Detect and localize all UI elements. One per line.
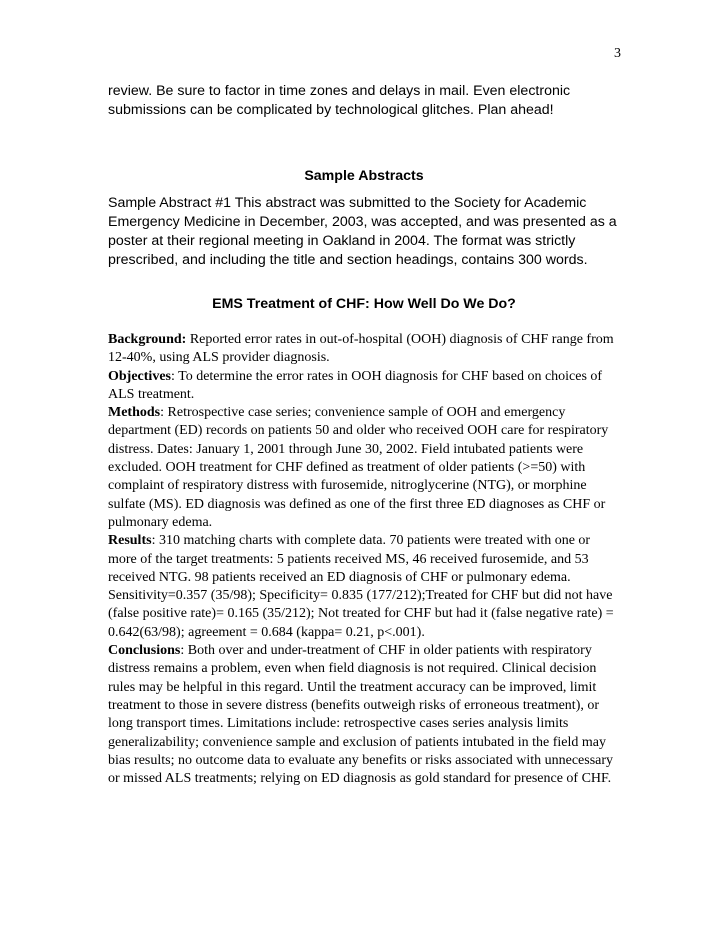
abstract-background: [108, 331, 618, 368]
page-number: 3: [614, 46, 621, 61]
background-label: Background:: [108, 332, 187, 347]
sample-abstract-intro: Sample Abstract #1 This abstract was submitted to the Society for Academic Emergency Medicine in December, 2003, was accepted, and was presented as a poster at their regional meeting in Oakland in 2004. The format was strictly prescribed, and including the title and section headings, contains 300 words.: [108, 195, 617, 268]
methods-label: Methods: [108, 405, 161, 421]
results-label: Results: [108, 533, 152, 549]
objectives-label: Objectives: [108, 368, 171, 384]
section-heading: Sample Abstracts: [304, 168, 424, 184]
abstract-methods: [108, 404, 618, 532]
abstract-title: EMS Treatment of CHF: How Well Do We Do?: [212, 296, 516, 312]
methods-text: : Retrospective case series; convenience sample of OOH and emergency department (ED) records on patients 50 and older who received OOH care for respiratory distress. Dates: January 1, 2001 through June 30, 2002. Field intubated patients were excluded. OOH treatment for CHF defined as treatment of older patients (>=50) with complaint of respiratory distress with furosemide, nitroglycerine (NTG), or morphine sulfate (MS). ED diagnosis was defined as one of the first three ED diagnoses as CHF or pulmonary edema.: [108, 405, 609, 530]
conclusions-label: Conclusions: [108, 643, 181, 659]
abstract-objectives: [108, 368, 618, 405]
objectives-text: : To determine the error rates in OOH diagnosis for CHF based on choices of ALS treatment.: [108, 368, 603, 402]
abstract-body: [108, 331, 618, 788]
intro-paragraph: review. Be sure to factor in time zones and delays in mail. Even electronic submissions can be complicated by technological glitches. Plan ahead!: [108, 83, 571, 118]
background-text: Reported error rates in out-of-hospital (OOH) diagnosis of CHF range from 12-40%, using ALS provider diagnosis.: [108, 332, 614, 366]
conclusions-text: : Both over and under-treatment of CHF in older patients with respiratory distress remains a problem, even when field diagnosis is not required. Clinical decision rules may be helpful in this regard. Until the treatment accuracy can be improved, limit treatment to those in severe distress (benefits outweigh risks of erroneous treatment), or long transport times. Limitations include: retrospective cases series analysis limits generalizability; convenience sample and exclusion of patients intubated in the field may bias results; no outcome data to evaluate any benefits or risks associated with unnecessary or missed ALS treatments; relying on ED diagnosis as gold standard for presence of CHF.: [108, 643, 614, 787]
abstract-results: [108, 532, 618, 642]
abstract-conclusions: [108, 642, 618, 788]
results-text: : 310 matching charts with complete data. 70 patients were treated with one or more of the target treatments: 5 patients received MS, 46 received furosemide, and 53 received NTG. 98 patients received an ED diagnosis of CHF or pulmonary edema. Sensitivity=0.357 (35/98); Specificity= 0.835 (177/212);Treated for CHF but did not have (false positive rate)= 0.165 (35/212); Not treated for CHF but had it (false negative rate) = 0.642(63/98); agreement = 0.684 (kappa= 0.21, p<.001).: [108, 533, 614, 640]
